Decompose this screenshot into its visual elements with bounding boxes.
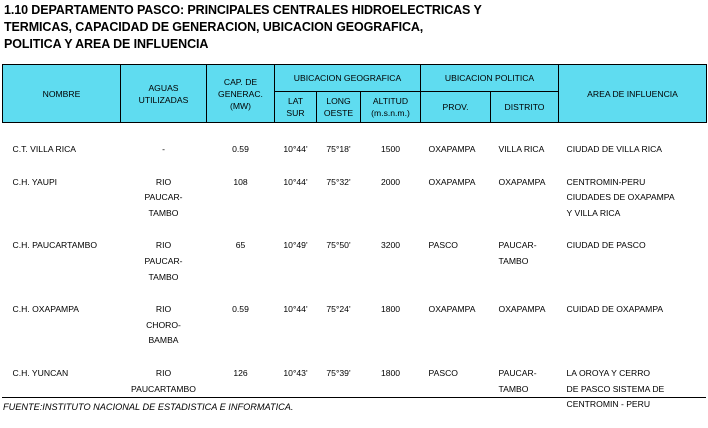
cell-prov: OXAPAMPA [428,144,476,154]
footer-divider [2,397,706,398]
table-row [3,140,707,173]
cell-nombre: C.T. VILLA RICA [12,144,77,154]
cell-long: 75°32' [326,176,351,187]
cell-alt: 3200 [380,240,401,251]
header-nombre: NOMBRE [3,65,121,123]
title-line-1: 1.10 DEPARTAMENTO PASCO: PRINCIPALES CENTRALES HIDROELECTRICAS Y [4,3,482,17]
cell-nombre: C.H. PAUCARTAMBO [12,240,98,251]
cell-long: 75°50' [326,240,351,251]
cell-area: LA OROYA Y CERRO DE PASCO SISTEMA DE CENTROMIN - PERU [566,367,665,410]
header-lat: LAT SUR [275,92,317,123]
cell-prov: PASCO [428,367,458,378]
cell-nombre: C.H. YUNCAN [12,367,69,378]
table-row [3,364,707,428]
cell-alt: 1500 [380,144,401,154]
table-row [3,300,707,364]
header-distrito: DISTRITO [491,92,559,123]
cell-aguas: RIO PAUCAR- TAMBO [144,240,183,282]
cell-nombre: C.H. OXAPAMPA [12,304,80,315]
cell-cap: 0.59 [232,144,249,154]
cell-cap: 65 [235,240,246,251]
cell-long: 75°39' [326,367,351,378]
title-line-2: TERMICAS, CAPACIDAD DE GENERACION, UBICACION GEOGRAFICA, [4,20,424,34]
table-header [3,65,707,123]
cell-cap: 108 [233,176,248,187]
header-ubicacion-politica: UBICACION POLITICA [421,65,559,92]
cell-alt: 1800 [380,367,401,378]
cell-aguas: RIO PAUCAR- TAMBO [144,176,183,218]
cell-alt: 2000 [380,176,401,187]
table-body [3,123,707,428]
cell-aguas: RIO CHORO- BAMBA [146,304,181,346]
cell-aguas: RIO PAUCARTAMBO [131,367,196,394]
cell-distrito: VILLA RICA [498,144,545,154]
cell-alt: 1800 [380,304,401,315]
header-ubicacion-geografica: UBICACION GEOGRAFICA [275,65,421,92]
cell-lat: 10°49' [283,240,308,251]
cell-distrito: OXAPAMPA [498,176,546,187]
page-title [4,2,704,53]
table-row [3,236,707,300]
header-prov: PROV. [421,92,491,123]
cell-distrito: PAUCAR- TAMBO [498,240,537,266]
cell-distrito: PAUCAR- TAMBO [498,367,537,394]
cell-long: 75°18' [326,144,351,154]
cell-aguas: - [162,144,165,154]
header-aguas: AGUAS UTILIZADAS [121,65,207,123]
cell-long: 75°24' [326,304,351,315]
cell-prov: OXAPAMPA [428,176,476,187]
cell-area: CUIDAD DE OXAPAMPA [566,304,664,315]
header-area: AREA DE INFLUENCIA [559,65,707,123]
header-cap: CAP. DE GENERAC. (MW) [207,65,275,123]
cell-lat: 10°44' [283,144,308,154]
title-line-3: POLITICA Y AREA DE INFLUENCIA [4,37,209,51]
cell-cap: 0.59 [232,304,249,315]
cell-prov: OXAPAMPA [428,304,476,315]
cell-lat: 10°43' [283,367,308,378]
cell-area: CIUDAD DE VILLA RICA [566,144,663,154]
cell-distrito: OXAPAMPA [498,304,546,315]
cell-nombre: C.H. YAUPI [12,176,58,187]
power-plants-table [2,64,707,428]
table-row [3,173,707,237]
source-note: FUENTE:INSTITUTO NACIONAL DE ESTADISTICA E INFORMATICA. [3,402,294,412]
header-long: LONG OESTE [317,92,361,123]
cell-prov: PASCO [428,240,458,251]
header-altitud: ALTITUD (m.s.n.m.) [361,92,421,123]
cell-area: CIUDAD DE PASCO [566,240,646,251]
cell-lat: 10°44' [283,176,308,187]
cell-area: CENTROMIN-PERU CIUDADES DE OXAPAMPA Y VILLA RICA [566,176,675,218]
cell-cap: 126 [233,367,248,378]
cell-lat: 10°44' [283,304,308,315]
